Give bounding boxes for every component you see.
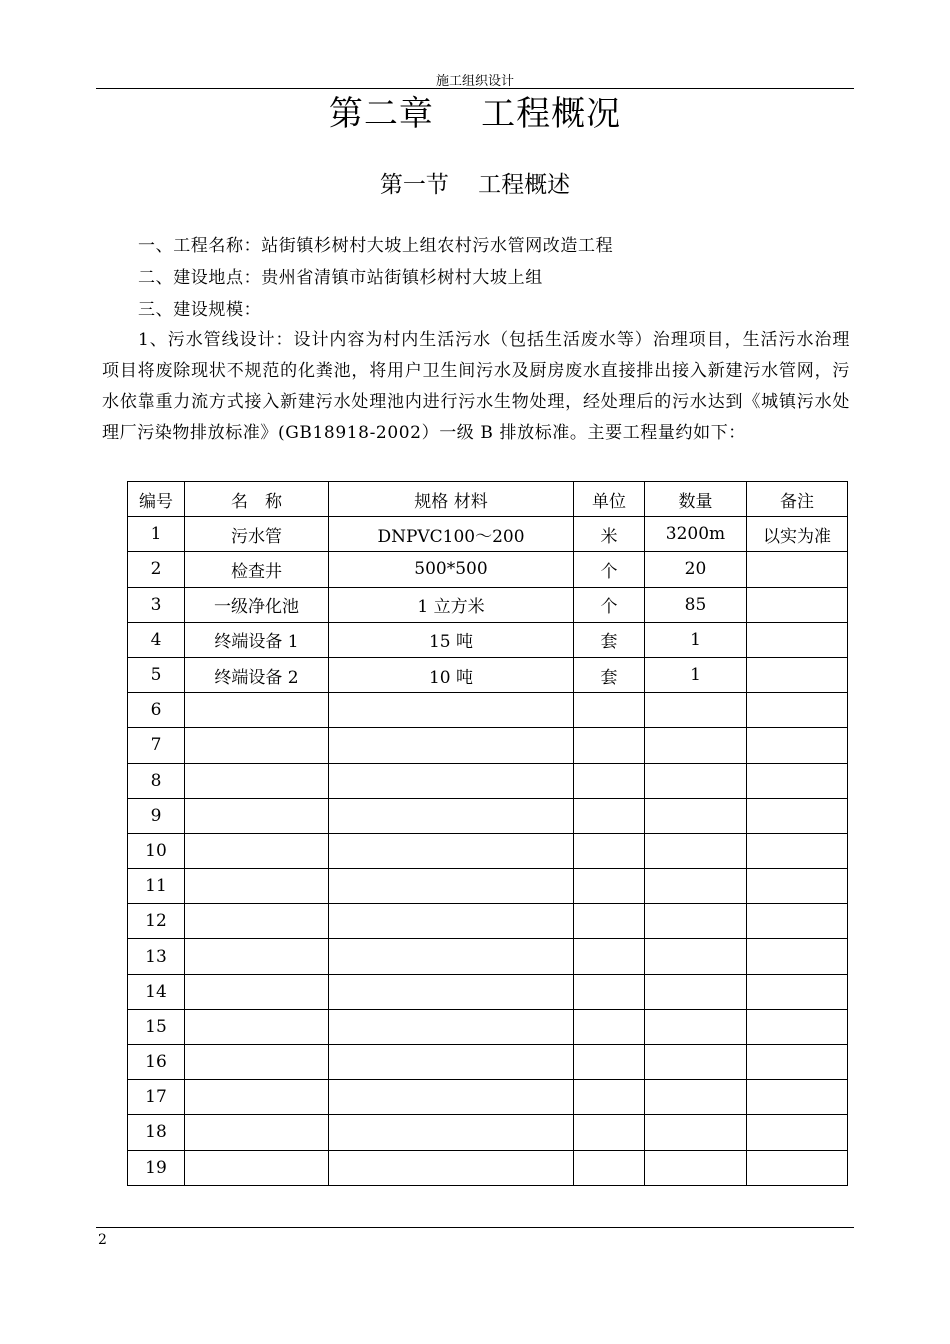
cell-quantity xyxy=(645,798,747,833)
cell-number: 19 xyxy=(128,1150,185,1185)
table-row xyxy=(128,939,848,974)
cell-spec: 1 立方米 xyxy=(329,587,574,622)
table-row xyxy=(128,728,848,763)
cell-quantity: 20 xyxy=(645,552,747,587)
cell-unit xyxy=(574,904,645,939)
cell-quantity xyxy=(645,1045,747,1080)
cell-name: 终端设备 2 xyxy=(185,657,329,692)
cell-number: 13 xyxy=(128,939,185,974)
cell-quantity xyxy=(645,974,747,1009)
cell-unit xyxy=(574,1115,645,1150)
cell-number: 1 xyxy=(128,517,185,552)
cell-unit: 个 xyxy=(574,587,645,622)
table-row xyxy=(128,869,848,904)
cell-number: 7 xyxy=(128,728,185,763)
cell-quantity xyxy=(645,869,747,904)
cell-unit xyxy=(574,1045,645,1080)
cell-remark xyxy=(747,1009,848,1044)
cell-unit xyxy=(574,869,645,904)
cell-unit: 个 xyxy=(574,552,645,587)
cell-remark: 以实为准 xyxy=(747,517,848,552)
header-number: 编号 xyxy=(128,482,185,517)
cell-unit xyxy=(574,798,645,833)
cell-name xyxy=(185,1080,329,1115)
cell-remark xyxy=(747,763,848,798)
cell-spec xyxy=(329,1115,574,1150)
table-body xyxy=(128,517,848,1186)
cell-quantity: 1 xyxy=(645,657,747,692)
cell-unit: 套 xyxy=(574,657,645,692)
cell-remark xyxy=(747,1045,848,1080)
cell-quantity xyxy=(645,833,747,868)
cell-remark xyxy=(747,728,848,763)
cell-spec xyxy=(329,763,574,798)
table-row xyxy=(128,1150,848,1185)
section-title: 第一节 工程概述 xyxy=(379,172,571,198)
table-row xyxy=(128,552,848,587)
cell-number: 4 xyxy=(128,622,185,657)
table-row xyxy=(128,1115,848,1150)
cell-remark xyxy=(747,939,848,974)
cell-remark xyxy=(747,833,848,868)
cell-spec xyxy=(329,1045,574,1080)
cell-number: 9 xyxy=(128,798,185,833)
cell-remark xyxy=(747,587,848,622)
cell-unit xyxy=(574,1080,645,1115)
cell-number: 16 xyxy=(128,1045,185,1080)
cell-number: 11 xyxy=(128,869,185,904)
table-row xyxy=(128,798,848,833)
header-remark: 备注 xyxy=(747,482,848,517)
cell-number: 2 xyxy=(128,552,185,587)
cell-remark xyxy=(747,798,848,833)
cell-quantity: 3200m xyxy=(645,517,747,552)
cell-spec xyxy=(329,728,574,763)
cell-spec: 15 吨 xyxy=(329,622,574,657)
table-row xyxy=(128,763,848,798)
header-unit: 单位 xyxy=(574,482,645,517)
cell-remark xyxy=(747,974,848,1009)
cell-unit xyxy=(574,693,645,728)
table-header-row xyxy=(128,482,848,517)
cell-number: 8 xyxy=(128,763,185,798)
cell-spec xyxy=(329,798,574,833)
cell-quantity xyxy=(645,1009,747,1044)
chapter-title: 第二章 工程概况 xyxy=(328,94,622,134)
cell-remark xyxy=(747,1080,848,1115)
cell-number: 10 xyxy=(128,833,185,868)
table-row xyxy=(128,587,848,622)
table-row xyxy=(128,974,848,1009)
cell-name xyxy=(185,869,329,904)
cell-spec xyxy=(329,833,574,868)
cell-number: 15 xyxy=(128,1009,185,1044)
cell-name xyxy=(185,1009,329,1044)
cell-remark xyxy=(747,552,848,587)
cell-unit xyxy=(574,763,645,798)
cell-spec: 10 吨 xyxy=(329,657,574,692)
cell-quantity xyxy=(645,939,747,974)
cell-quantity xyxy=(645,1150,747,1185)
cell-name: 检查井 xyxy=(185,552,329,587)
cell-spec xyxy=(329,939,574,974)
cell-spec: 500*500 xyxy=(329,552,574,587)
table-row xyxy=(128,517,848,552)
cell-name xyxy=(185,693,329,728)
cell-spec xyxy=(329,1009,574,1044)
cell-quantity: 85 xyxy=(645,587,747,622)
cell-unit xyxy=(574,833,645,868)
cell-remark xyxy=(747,622,848,657)
cell-name xyxy=(185,974,329,1009)
cell-name xyxy=(185,833,329,868)
cell-unit xyxy=(574,974,645,1009)
header-quantity: 数量 xyxy=(645,482,747,517)
design-paragraph: 1、污水管线设计：设计内容为村内生活污水（包括生活废水等）治理项目，生活污水治理项目将废除现状不规范的化粪池，将用户卫生间污水及厨房废水直接排出接入新建污水管网，污水依靠重力流方式接入新建污水处理池内进行污水生物处理，经处理后的污水达到《城镇污水处理厂污染物排放标准》(GB18918-2002）一级 B 排放标准。主要工程量约如下： xyxy=(102,330,850,443)
cell-quantity: 1 xyxy=(645,622,747,657)
table-row xyxy=(128,622,848,657)
cell-unit xyxy=(574,1150,645,1185)
cell-number: 12 xyxy=(128,904,185,939)
cell-number: 5 xyxy=(128,657,185,692)
cell-remark xyxy=(747,693,848,728)
cell-unit: 米 xyxy=(574,517,645,552)
header-spec: 规格 材料 xyxy=(329,482,574,517)
quantities-table xyxy=(127,481,848,1186)
scale-line: 三、建设规模： xyxy=(138,300,262,320)
page-number: 2 xyxy=(98,1232,107,1248)
cell-number: 17 xyxy=(128,1080,185,1115)
cell-unit xyxy=(574,728,645,763)
cell-number: 18 xyxy=(128,1115,185,1150)
table-row xyxy=(128,657,848,692)
cell-quantity xyxy=(645,763,747,798)
cell-remark xyxy=(747,1115,848,1150)
table-row xyxy=(128,1045,848,1080)
cell-quantity xyxy=(645,1080,747,1115)
cell-name xyxy=(185,763,329,798)
header-name: 名 称 xyxy=(185,482,329,517)
cell-remark xyxy=(747,869,848,904)
cell-quantity xyxy=(645,728,747,763)
cell-quantity xyxy=(645,1115,747,1150)
footer-rule xyxy=(96,1227,854,1228)
cell-name xyxy=(185,939,329,974)
cell-name xyxy=(185,728,329,763)
cell-quantity xyxy=(645,693,747,728)
cell-spec xyxy=(329,904,574,939)
cell-number: 6 xyxy=(128,693,185,728)
cell-name: 一级净化池 xyxy=(185,587,329,622)
project-name-line: 一、工程名称：站街镇杉树村大坡上组农村污水管网改造工程 xyxy=(138,236,614,256)
cell-spec xyxy=(329,869,574,904)
cell-spec xyxy=(329,1150,574,1185)
location-line: 二、建设地点：贵州省清镇市站街镇杉树村大坡上组 xyxy=(138,268,543,288)
cell-number: 14 xyxy=(128,974,185,1009)
cell-name xyxy=(185,904,329,939)
table-row xyxy=(128,833,848,868)
cell-number: 3 xyxy=(128,587,185,622)
cell-name: 污水管 xyxy=(185,517,329,552)
cell-name xyxy=(185,1150,329,1185)
table-row xyxy=(128,1080,848,1115)
cell-remark xyxy=(747,1150,848,1185)
cell-name xyxy=(185,798,329,833)
table-row xyxy=(128,693,848,728)
table-row xyxy=(128,904,848,939)
cell-unit xyxy=(574,1009,645,1044)
cell-unit xyxy=(574,939,645,974)
cell-remark xyxy=(747,904,848,939)
cell-spec: DNPVC100～200 xyxy=(329,517,574,552)
cell-spec xyxy=(329,693,574,728)
cell-name xyxy=(185,1115,329,1150)
cell-quantity xyxy=(645,904,747,939)
table-row xyxy=(128,1009,848,1044)
cell-spec xyxy=(329,974,574,1009)
cell-spec xyxy=(329,1080,574,1115)
cell-unit: 套 xyxy=(574,622,645,657)
cell-name xyxy=(185,1045,329,1080)
cell-name: 终端设备 1 xyxy=(185,622,329,657)
cell-remark xyxy=(747,657,848,692)
running-header: 施工组织设计 xyxy=(435,74,514,89)
